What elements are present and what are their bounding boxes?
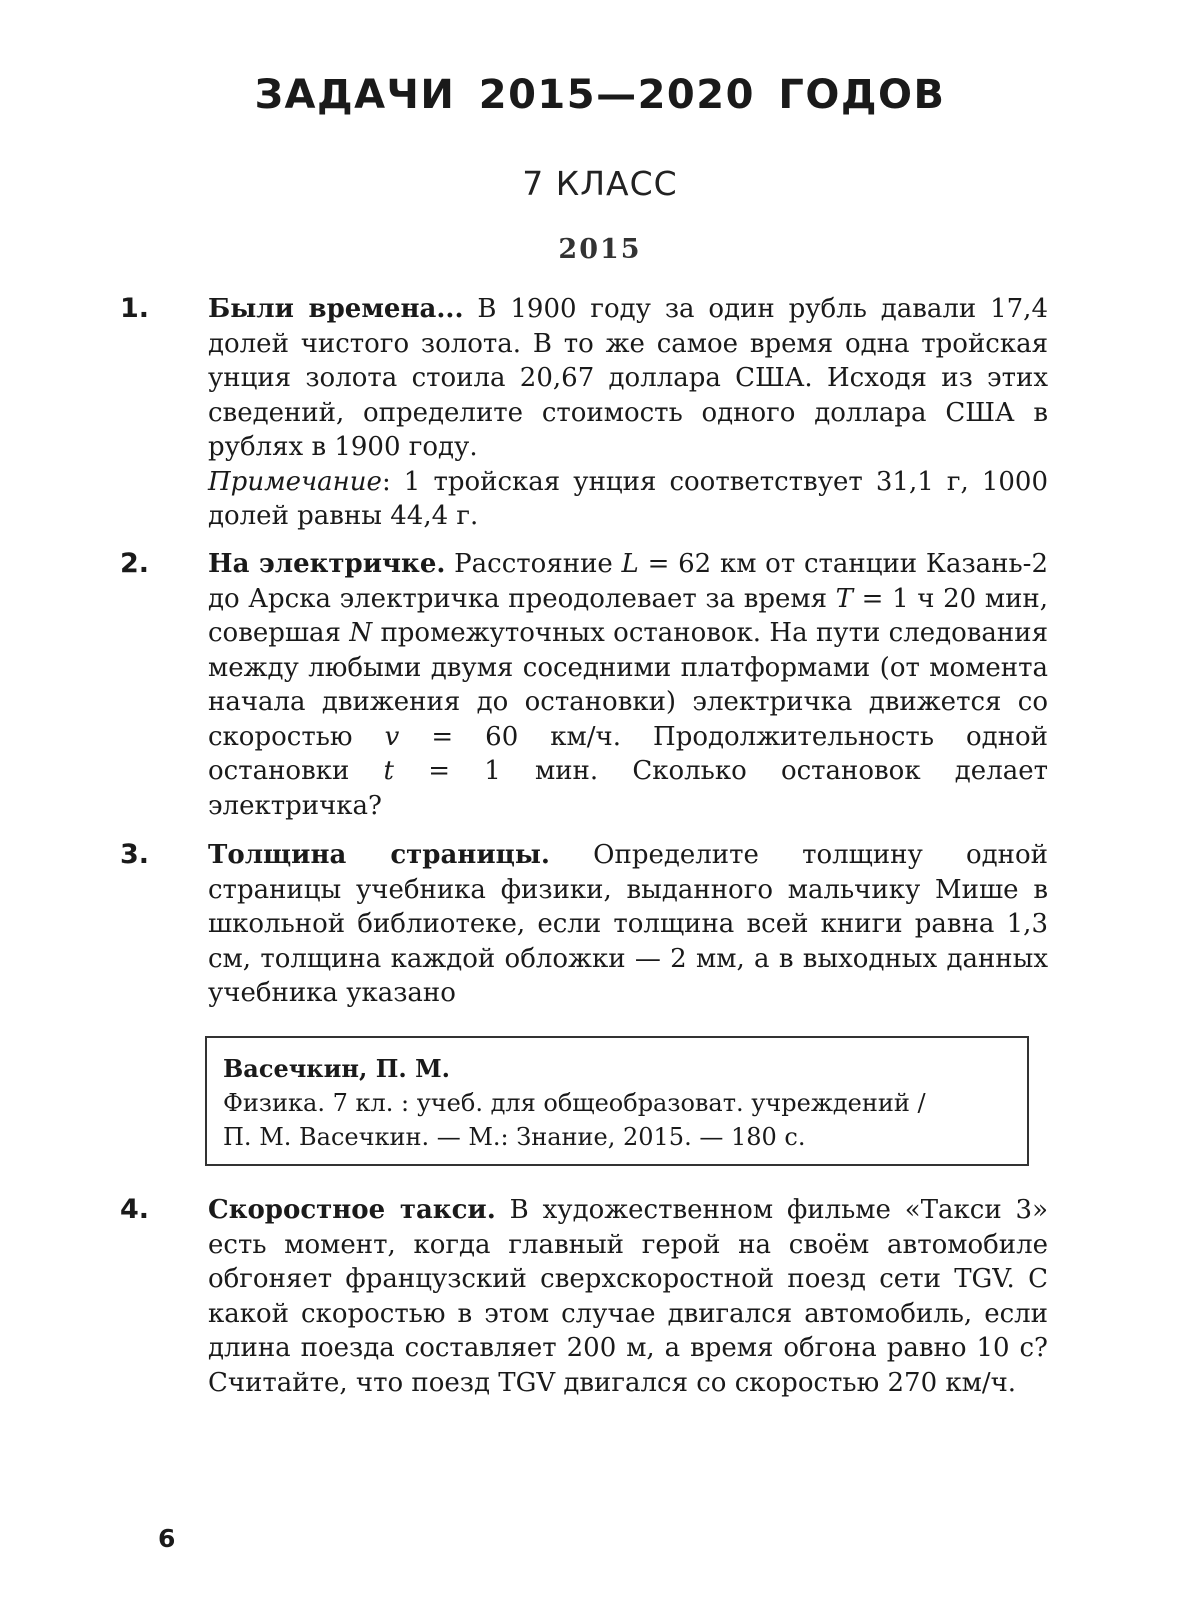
problem-title: Скоростное такси.: [208, 1195, 496, 1225]
problem-4: [120, 1193, 1049, 1400]
problem-3: [120, 838, 1048, 1011]
section-title: ЗАДАЧИ 2015—2020 ГОДОВ: [254, 72, 946, 118]
problem-number: 3.: [120, 839, 150, 870]
page-number: 6: [158, 1524, 176, 1553]
statement-part: = 60 км/ч. Продолжительность одной остановки: [208, 721, 1048, 786]
problem-statement: В 1900 году за один рубль давали 17,4 долей чистого золота. В то же самое время одна тройская унция золота стоила 20,67 доллара США. Исходя из этих сведений, определите стоимость одного доллара США в рублях в 1900 году.: [208, 294, 1048, 462]
problem-body: [208, 1193, 1048, 1400]
problem-statement: Определите толщину одной страницы учебника физики, выданного мальчику Мише в школьной библиотеке, если толщина всей книги равна 1,3 см, толщина каждой обложки — 2 мм, а в выходных данных учебника указано: [208, 840, 1048, 1008]
problem-body: [208, 547, 1048, 823]
biblio-author: Васечкин, П. М.: [223, 1054, 450, 1083]
biblio-line-1: Физика. 7 кл. : учеб. для общеобразоват. учреждений /: [223, 1089, 926, 1117]
problem-1: [120, 292, 1048, 534]
problem-title: Были времена...: [208, 294, 464, 324]
problem-text: [208, 838, 1048, 1011]
problem-text: [208, 547, 1048, 823]
note-label: Примечание: [208, 466, 382, 497]
grade-heading: 7 КЛАСС: [522, 164, 678, 203]
statement-part: Расстояние: [445, 549, 622, 579]
problem-statement: В художественном фильме «Такси 3» есть момент, когда главный герой на своём автомобиле обгоняет французский сверхскоростной поезд сети TGV. С какой скоростью в этом случае двигался автомобиль, если длина поезда составляет 200 м, а время обгона равно 10 с? Считайте, что поезд TGV двигался со скоростью 270 км/ч.: [208, 1195, 1049, 1398]
statement-part: = 62 км от станции Казань-2 до Арска электричка преодолевает за время: [208, 549, 1048, 614]
year-heading: 2015: [558, 234, 642, 265]
note-text: : 1 тройская унция соответствует 31,1 г, 1000 долей равны 44,4 г.: [208, 466, 1048, 531]
statement-part: промежуточных остановок. На пути следования между любыми двумя соседними платформами (от момента начала движения до остановки) электричка движется со скоростью: [208, 618, 1048, 752]
problem-body: [208, 292, 1048, 534]
problem-body: [208, 838, 1048, 1011]
problem-title: Толщина страницы.: [208, 840, 550, 870]
variable-speed: v: [384, 721, 400, 752]
variable-distance: L: [621, 549, 639, 579]
bibliographic-box: [205, 1036, 1029, 1166]
problem-number: 1.: [120, 293, 150, 324]
statement-part: = 1 мин. Сколько остановок делает электричка?: [208, 756, 1048, 821]
problem-note: [208, 465, 1048, 534]
problem-number: 4.: [120, 1194, 150, 1225]
problem-text: [208, 1193, 1048, 1400]
variable-stop-time: t: [383, 756, 394, 786]
biblio-line-2: П. М. Васечкин. — М.: Знание, 2015. — 180 с.: [223, 1123, 806, 1151]
statement-part: = 1 ч 20 мин, совершая: [208, 583, 1048, 648]
variable-time: T: [835, 583, 854, 614]
problem-text: [208, 292, 1048, 465]
problem-number: 2.: [120, 548, 150, 579]
problem-2: [120, 547, 1048, 823]
variable-stops: N: [349, 618, 373, 648]
problem-title: На электричке.: [208, 549, 446, 579]
